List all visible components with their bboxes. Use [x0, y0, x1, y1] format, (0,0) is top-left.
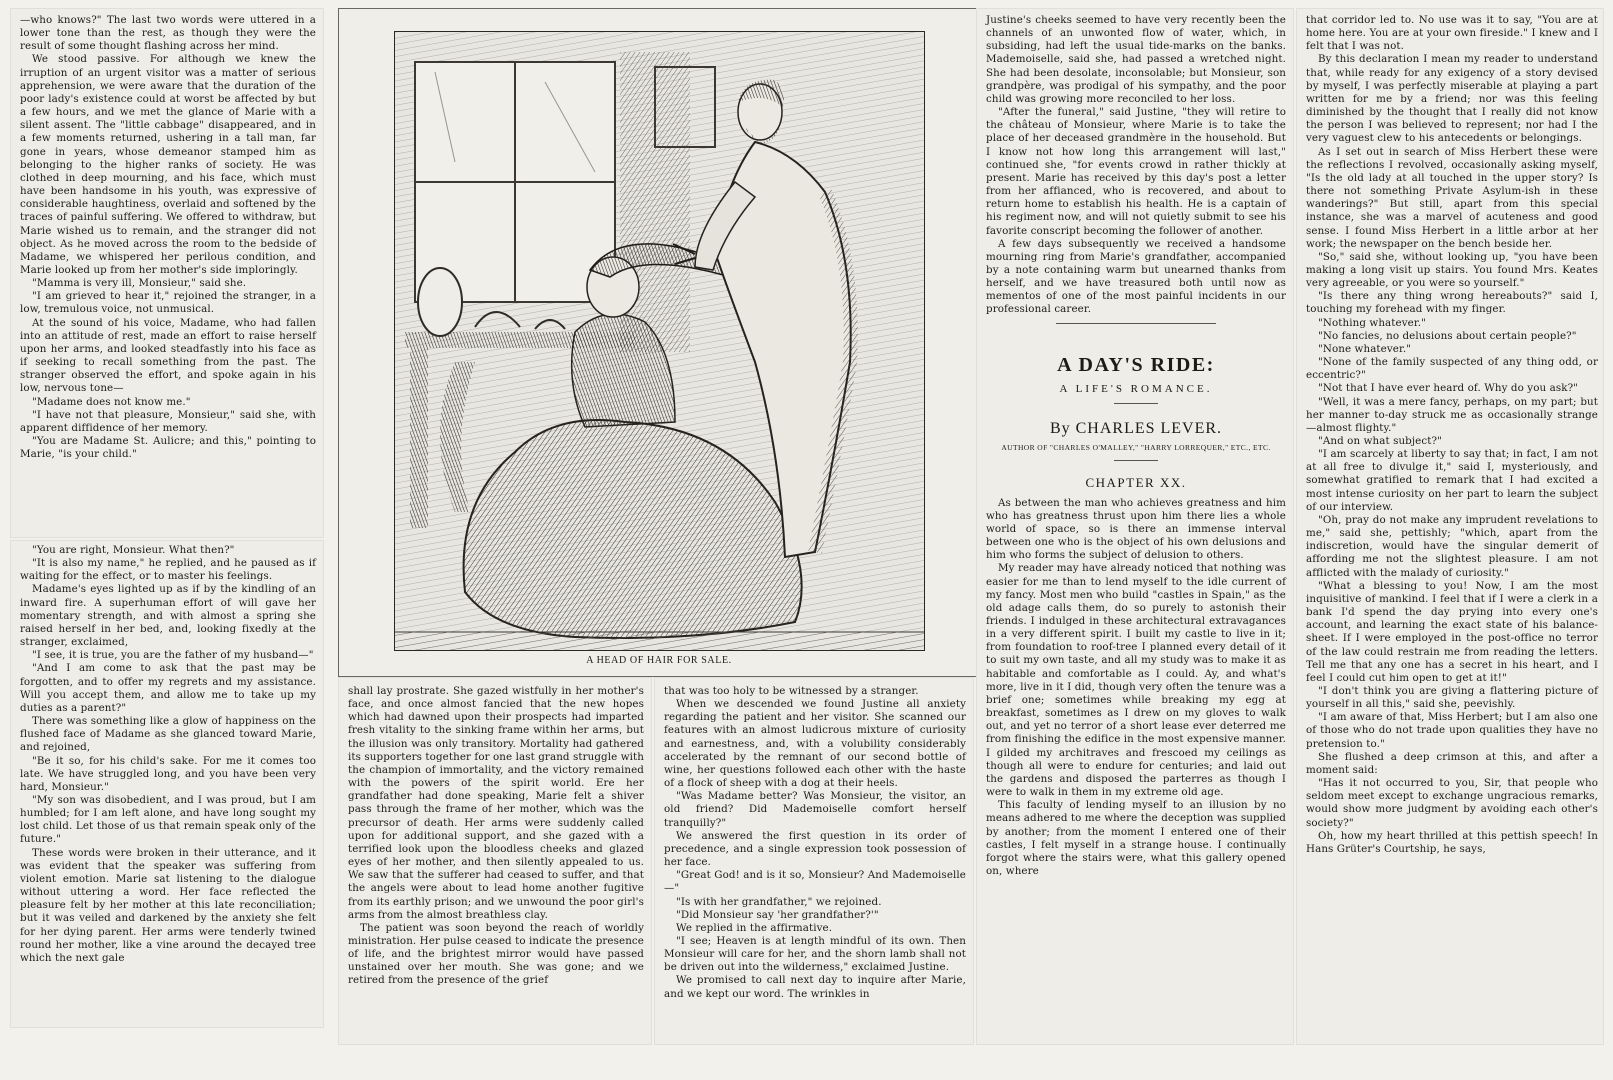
- paragraph: "Be it so, for his child's sake. For me it comes too late. We have struggled long, and you have been very hard, Monsieur.": [20, 754, 316, 793]
- paragraph: "My son was disobedient, and I was proud, but I am humbled; for I am left alone, and have long sought my lost child. Let those of us that remain speak only of the future.": [20, 793, 316, 846]
- paragraph: As I set out in search of Miss Herbert these were the reflections I revolved, occasionally asking myself, "Is the old lady at all touched in the upper story? Is there not something Private Asylum-ish in these wanderings?" But still, apart from this special instance, she was a marvel of acuteness and good sense. I found Miss Herbert in a little arbor at her work; the newspaper on the bench beside her.: [1306, 145, 1598, 250]
- column-5-text: [1296, 8, 1604, 856]
- column-2-text: [338, 677, 652, 988]
- paragraph: "You are right, Monsieur. What then?": [32, 544, 235, 556]
- divider: [1056, 323, 1216, 324]
- paragraph: "I see; Heaven is at length mindful of its own. Then Monsieur will care for her, and the shorn lamb shall not be driven out into the wilderness," exclaimed Justine.: [664, 934, 966, 974]
- paragraph: "Mamma is very ill, Monsieur," said she.: [32, 277, 247, 290]
- column-4: [976, 8, 1294, 1045]
- chapter-heading: CHAPTER XX.: [1085, 474, 1187, 490]
- engraving-illustration: [395, 32, 924, 650]
- paragraph: "So," said she, without looking up, "you have been making a long visit up stairs. You found Mrs. Keates very agreeable, or you were so yourself.": [1306, 250, 1598, 290]
- column-1-lower-text: [10, 540, 324, 965]
- byline: By CHARLES LEVER.: [1049, 419, 1223, 437]
- paragraph: There was something like a glow of happiness on the flushed face of Madame as she glanced toward Marie, and rejoined,: [20, 715, 316, 754]
- paragraph: "It is also my name," he replied, and he paused as if waiting for the effect, or to master his feelings.: [20, 557, 316, 583]
- paragraph: "Did Monsieur say 'her grandfather?'": [676, 908, 879, 921]
- paragraph: shall lay prostrate. She gazed wistfully in her mother's face, and once almost fancied that the new hopes which had dawned upon their prospects had imparted fresh vitality to the sinking frame within her arms, but the illusion was only transitory. Mortality had gathered its supporters together for one last grand struggle with the champion of immortality, and the victory remained with the powers of the spirit world. Ere her grandfather had done speaking, Marie felt a shiver pass through the frame of her mother, which was the precursor of death. Her arms were suddenly called upon for additional support, and she gazed with a terrified look upon the bloodless cheeks and glazed eyes of her mother, and then silently appealed to us. We saw that the sufferer had ceased to suffer, and that the angels were about to lead home another fugitive from its earthly prison; and we unwound the poor girl's arms from the almost breathless clay.: [348, 685, 644, 921]
- paragraph: "Was Madame better? Was Monsieur, the visitor, an old friend? Did Mademoiselle comfort herself tranquilly?": [664, 790, 966, 829]
- paragraph: A few days subsequently we received a handsome mourning ring from Marie's grandfather, accompanied by a note containing warm but unearned thanks from herself, and we have treasured both until now as mementos of one of the most painful incidents in our professional career.: [986, 237, 1286, 316]
- paragraph: Justine's cheeks seemed to have very recently been the channels of an unwonted flow of water, which, in subsiding, had left the usual tide-marks on the banks. Mademoiselle, said she, had passed a wretched night. She had been desolate, inconsolable; but Monsieur, son grandpère, was prodigal of his sympathy, and the poor child was growing more reconciled to her loss.: [986, 14, 1286, 105]
- engraving-image: [394, 31, 925, 651]
- paragraph: "And I am come to ask that the past may be forgotten, and to offer my regrets and my assistance. Will you accept them, and allow me to take up my duties as a parent?": [20, 662, 316, 714]
- paragraph: We stood passive. For although we knew the irruption of an urgent visitor was a matter of serious apprehension, we were aware that the duration of the poor lady's existence could at worst be affected by but a few hours, and we met the glance of Marie with a silent assent. The "little cabbage" disappeared, and in a few moments returned, ushering in a tall man, far gone in years, whose demeanor stamped him as belonging to the higher ranks of society. He was clothed in deep mourning, and his face, which must have been handsome in his youth, was expressive of considerable haughtiness, overlaid and softened by the traces of painful suffering. We offered to withdraw, but Marie wished us to remain, and the stranger did not object. As he moved across the room to the bedside of Madame, we whispered her perilous condition, and Marie looked up from her mother's side imploringly.: [20, 53, 316, 276]
- column-3-text: [654, 677, 974, 1001]
- paragraph: "I see, it is true, you are the father of my husband—": [32, 649, 314, 662]
- paragraph: At the sound of his voice, Madame, who had fallen into an attitude of rest, made an effort to raise herself upon her arms, and looked steadfastly into his face as if seeking to recall something from the past. The stranger observed the effort, and spoke again in his low, nervous tone—: [20, 316, 316, 395]
- story-subtitle: A LIFE'S ROMANCE.: [1059, 382, 1213, 395]
- paragraph: "None of the family suspected of any thing odd, or eccentric?": [1306, 356, 1598, 382]
- column-4-text: [976, 8, 1294, 878]
- paragraph: "Has it not occurred to you, Sir, that people who seldom meet except to exchange ungracious remarks, would show more judgment by avoiding each other's society?": [1306, 777, 1598, 829]
- paragraph: "I am aware of that, Miss Herbert; but I am also one of those who do not trade upon qualities they have no pretension to.": [1306, 711, 1598, 750]
- paragraph: This faculty of lending myself to an illusion by no means adhered to me where the deception was supplied by another; from the moment I entered one of their castles, I felt myself in a strange house. I continually forgot where the stairs were, what this gallery opened on, where: [986, 799, 1286, 877]
- paragraph: "No fancies, no delusions about certain people?": [1318, 329, 1577, 342]
- paragraph: We answered the first question in its order of precedence, and a single expression took possession of her face.: [664, 829, 966, 869]
- mirror: [418, 268, 462, 336]
- paragraph: By this declaration I mean my reader to understand that, while ready for any exigency of a story devised by myself, I was perfectly miserable at playing a part written for me by a friend; nor was this feeling diminished by the thought that I really did not know the person I was believed to represent; nor had I the very vaguest clew to his antecedents or belongings.: [1306, 53, 1598, 145]
- column-5: [1296, 8, 1604, 1045]
- column-3: [654, 677, 974, 1045]
- paragraph: "I don't think you are giving a flattering picture of yourself in all this," said she, peevishly.: [1306, 684, 1598, 711]
- paragraph: —who knows?" The last two words were uttered in a lower tone than the rest, as though they were the result of some thought flashing across her mind.: [20, 14, 316, 53]
- paragraph: "Is there any thing wrong hereabouts?" said I, touching my forehead with my finger.: [1306, 290, 1598, 316]
- illustration-frame: [338, 8, 980, 677]
- story-title: A DAY'S RIDE:: [1057, 353, 1215, 376]
- column-1-lower: [10, 540, 324, 1028]
- paragraph: We replied in the affirmative.: [676, 921, 833, 934]
- paragraph: "I have not that pleasure, Monsieur," said she, with apparent diffidence of her memory.: [20, 408, 316, 434]
- paragraph: that corridor led to. No use was it to say, "You are at home here. You are at your own fireside." I knew and I felt that I was not.: [1306, 14, 1598, 53]
- paragraph: We promised to call next day to inquire after Marie, and we kept our word. The wrinkles in: [664, 974, 966, 1000]
- paragraph: As between the man who achieves greatness and him who has greatness thrust upon him there lies a whole world of space, so is there an immense interval between one who is the object of his own delusions and him who forms the subject of delusion to others.: [986, 496, 1286, 562]
- paragraph: "None whatever.": [1318, 342, 1412, 355]
- divider: [1114, 403, 1158, 404]
- paragraph: "Great God! and is it so, Monsieur? And Mademoiselle—": [664, 869, 966, 895]
- illustration-caption: A HEAD OF HAIR FOR SALE.: [586, 655, 732, 666]
- column-1-upper: [10, 8, 324, 538]
- paragraph: "Not that I have ever heard of. Why do you ask?": [1318, 382, 1579, 395]
- paragraph: Oh, how my heart thrilled at this pettish speech! In Hans Grüter's Courtship, he says,: [1306, 829, 1598, 855]
- paragraph: that was too holy to be witnessed by a stranger.: [664, 685, 919, 697]
- paragraph: "I am scarcely at liberty to say that; in fact, I am not at all free to divulge it," said I, mysteriously, and somewhat gratified to remark that I had excited a most intense curiosity on her part to learn the subject of our interview.: [1306, 448, 1598, 513]
- paragraph: "Is with her grandfather," we rejoined.: [676, 895, 882, 908]
- paragraph: "I am grieved to hear it," rejoined the stranger, in a low, tremulous voice, not unmusical.: [20, 290, 316, 316]
- paragraph: "What a blessing to you! Now, I am the most inquisitive of mankind. I feel that if I were a clerk in a bank I'd spend the day prying into every one's account, and learning the exact state of his balance-sheet. If I were employed in the post-office no terror of the law could restrain me from reading the letters. Tell me that any one has a secret in his heart, and I feel I could cut him open to get at it!": [1306, 579, 1598, 684]
- paragraph: The patient was soon beyond the reach of worldly ministration. Her pulse ceased to indicate the presence of life, and the brightest mirror would have passed unstained over her mouth. She was gone; and we retired from the presence of the grief: [348, 921, 644, 987]
- author-credit: AUTHOR OF "CHARLES O'MALLEY," "HARRY LORREQUER," ETC., ETC.: [1001, 442, 1271, 452]
- paragraph: "After the funeral," said Justine, "they will retire to the château of Monsieur, where Marie is to take the place of her deceased grandmère in the household. But I know not how long this arrangement will last," continued she, "for events crowd in rather thickly at present. Marie has received by this day's post a letter from her affianced, who is recovered, and about to return home to establish his health. He is a captain of his regiment now, and will not quietly submit to see his favorite conscript becoming the follower of another.: [986, 106, 1286, 237]
- column-2: [338, 677, 652, 1045]
- paragraph: "Oh, pray do not make any imprudent revelations to me," said she, pettishly; "which, apart from the indiscretion, would have the singular demerit of affording me not the slightest pleasure. I am not afflicted with the malady of curiosity.": [1306, 513, 1598, 579]
- column-1-upper-text: [10, 8, 324, 461]
- paragraph: "And on what subject?": [1318, 435, 1442, 447]
- paragraph: "Nothing whatever.": [1318, 316, 1426, 329]
- paragraph: She flushed a deep crimson at this, and after a moment said:: [1306, 750, 1598, 776]
- paragraph: "You are Madame St. Aulicre; and this," pointing to Marie, "is your child.": [20, 435, 316, 461]
- paragraph: My reader may have already noticed that nothing was easier for me than to lend myself to the idle current of my fancy. Most men who build "castles in Spain," as the old adage calls them, do so purely to astonish their friends. I indulged in these architectural extravagances in a very different spirit. I built my castle to live in it; from foundation to roof-tree I planned every detail of it to suit my own taste, and all my study was to make it as habitable and comfortable as I could. Ay, and what's more, live in it I did, though very often the tenure was a brief one; sometimes while breaking my egg at breakfast, sometimes as I drew on my gloves to walk out, and yet no terror of a short lease ever deterred me from finishing the edifice in the most expensive manner. I gilded my architraves and frescoed my ceilings as though all were to endure for centuries; and laid out the gardens and disposed the parterres as though I were to walk in them in my extreme old age.: [986, 562, 1286, 799]
- paragraph: "Madame does not know me.": [32, 395, 191, 408]
- paragraph: These words were broken in their utterance, and it was evident that the speaker was suffering from violent emotion. Marie sat listening to the dialogue without uttering a word. Her face reflected the pleasure felt by her mother at this late reconciliation; but it was veiled and darkened by the anxiety she felt for her dying parent. Her arms were tenderly twined round her mother, like a vine around the decayed tree which the next gale: [20, 846, 316, 964]
- paragraph: Madame's eyes lighted up as if by the kindling of an inward fire. A superhuman effort of will gave her momentary strength, and with almost a spring she raised herself in her bed, and, looking fixedly at the stranger, exclaimed,: [20, 583, 316, 649]
- paragraph: When we descended we found Justine all anxiety regarding the patient and her visitor. She scanned our features with an almost ludicrous mixture of curiosity and earnestness, and, with a volubility considerably accelerated by the remnant of our second bottle of wine, her questions followed each other with the haste of a flock of sheep with a dog at their heels.: [664, 698, 966, 790]
- divider: [1114, 460, 1158, 461]
- paragraph: "Well, it was a mere fancy, perhaps, on my part; but her manner to-day struck me as occasionally strange—almost flighty.": [1306, 395, 1598, 434]
- story-header: [986, 323, 1286, 491]
